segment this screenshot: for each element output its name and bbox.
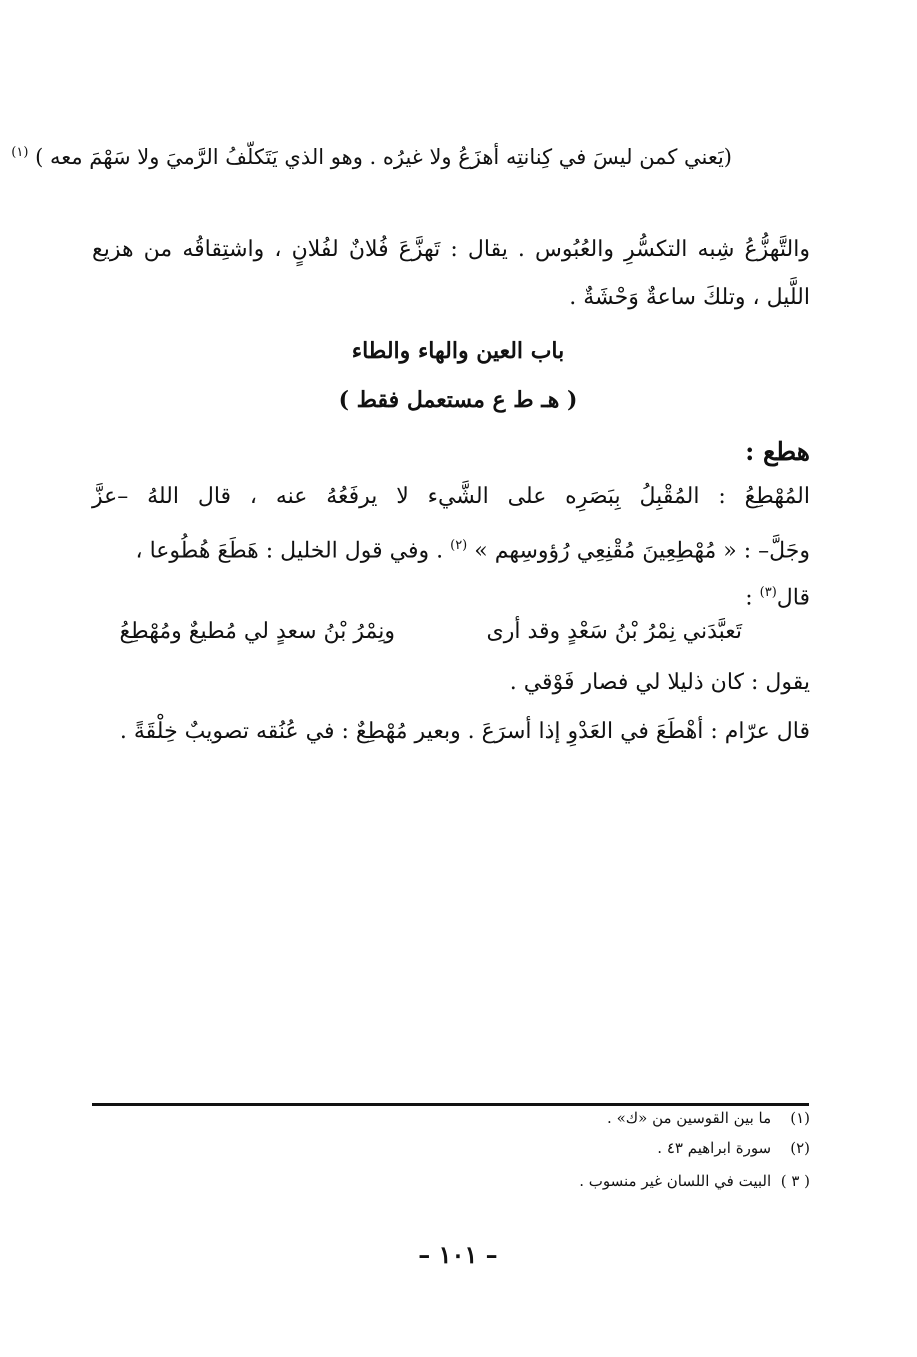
footnote-ref-3[interactable]: (٣) <box>759 585 777 600</box>
verse-first-hemistich: تَعبَّدَني نِمْرُ بْنُ سَعْدٍ وقد أرى <box>486 619 742 644</box>
footnote-ref-1[interactable]: (١) <box>11 145 29 160</box>
footnote-2-number: (٢) <box>790 1139 810 1157</box>
footnote-2 <box>300 1137 810 1159</box>
text-line-4: المُهْطِعُ : المُقْبِلُ بِبَصَرِه على الشَّيء لا يرفَعُهُ عنه ، قال اللهُ –عزَّ <box>92 484 810 509</box>
text-line-5 <box>92 531 810 566</box>
line-1-text: (يَعني كمن ليسَ في كِنانتِه أهزَعُ ولا غيرُه . وهو الذي يَتَكلّفُ الرَّميَ ولا سَهْمَ معه ) <box>35 145 732 169</box>
page-number: – ١٠١ – <box>418 1240 498 1269</box>
footnote-3-text: البيت في اللسان غير منسوب . <box>579 1172 772 1190</box>
text-line-2: والتَّهزُّعُ شِبه التكسُّرِ والعُبُوس . يقال : تَهزَّعَ فُلانٌ لفُلانٍ ، واشتِقاقُه من هزيع <box>92 237 810 262</box>
line-6-part-b: : <box>745 585 753 611</box>
line-6-part-a: قال <box>776 585 810 611</box>
footnote-ref-2[interactable]: (٢) <box>450 538 468 553</box>
text-line-3: اللَّيل ، وتلكَ ساعةٌ وَحْشَةٌ . <box>569 285 810 310</box>
verse-second-hemistich: ونِمْرُ بْنُ سعدٍ لي مُطيعٌ ومُهْطِعُ <box>119 619 395 644</box>
line-5-part-a: وجَلَّ– : « مُهْطِعِينَ مُقْنِعِي رُؤوسِهم » <box>474 538 810 564</box>
chapter-heading: باب العين والهاء والطاء <box>351 338 565 364</box>
footnote-1 <box>300 1107 810 1129</box>
entry-headword: هطع : <box>745 437 810 466</box>
footnote-3-number: ( ٣ ) <box>780 1172 810 1190</box>
line-5-part-b: . وفي قول الخليل : هَطَعَ هُطُوعا ، <box>135 538 444 564</box>
text-line-6 <box>640 578 810 613</box>
text-line-7: يقول : كان ذليلا لي فصار فَوْقي . <box>509 670 810 695</box>
footnote-2-text: سورة ابراهيم ٤٣ . <box>657 1139 772 1157</box>
chapter-subheading: ( هـ ط ع مستعمل فقط ) <box>338 387 578 413</box>
text-line-8: قال عرّام : أهْطَعَ في العَدْوِ إذا أسرَعَ . وبعير مُهْطِعٌ : في عُنُقه تصويبٌ خِلْقَةً . <box>119 719 810 744</box>
footnote-1-text: ما بين القوسين من «ك» . <box>607 1109 772 1127</box>
footnote-1-number: (١) <box>790 1109 810 1127</box>
footnote-3 <box>300 1170 810 1192</box>
footnote-separator <box>92 1103 809 1106</box>
text-line-1 <box>11 138 732 172</box>
